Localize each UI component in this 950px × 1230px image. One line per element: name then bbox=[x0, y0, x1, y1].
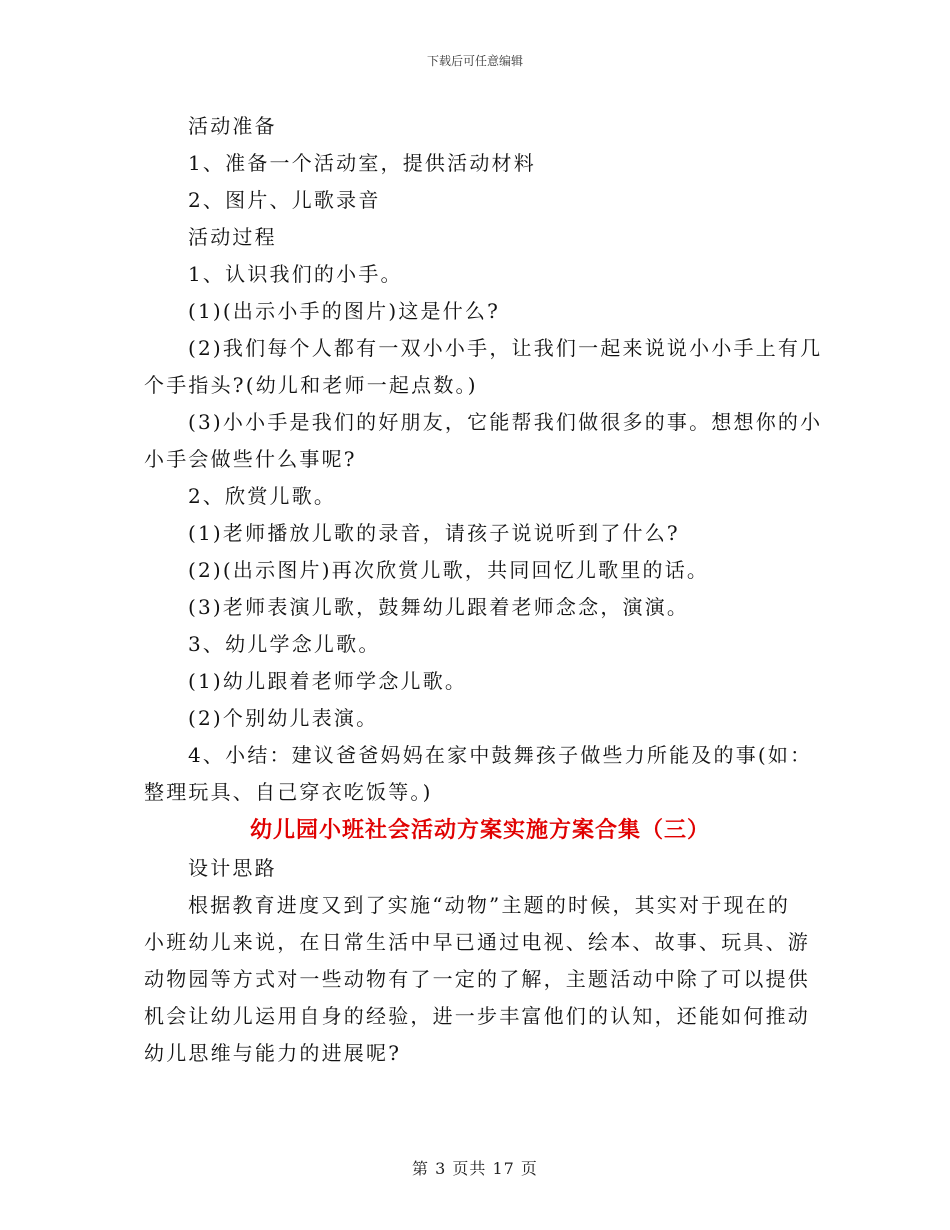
paragraph-line: (1)(出示小手的图片)这是什么? bbox=[188, 299, 501, 323]
paragraph-line: (2)(出示图片)再次欣赏儿歌，共同回忆儿歌里的话。 bbox=[188, 558, 710, 582]
page-header: 下载后可任意编辑 bbox=[426, 54, 523, 68]
page-footer: 第 3 页共 17 页 bbox=[412, 1159, 538, 1178]
paragraph-line: 根据教育进度又到了实施“动物”主题的时候，其实对于现在的 bbox=[188, 893, 791, 917]
paragraph-line: 4、小结：建议爸爸妈妈在家中鼓舞孩子做些力所能及的事(如： bbox=[188, 743, 813, 767]
paragraph-line: 小班幼儿来说，在日常生活中早已通过电视、绘本、故事、玩具、游 bbox=[144, 930, 810, 954]
heading-design-idea: 设计思路 bbox=[188, 856, 277, 880]
paragraph-line: (3)老师表演儿歌，鼓舞幼儿跟着老师念念，演演。 bbox=[188, 595, 690, 619]
paragraph-line: 2、欣赏儿歌。 bbox=[188, 484, 337, 508]
paragraph-line: 1、准备一个活动室，提供活动材料 bbox=[188, 151, 536, 175]
paragraph-line: 个手指头?(幼儿和老师一起点数。) bbox=[144, 373, 478, 397]
paragraph-line: 幼儿思维与能力的进展呢? bbox=[144, 1041, 402, 1065]
paragraph-line: 2、图片、儿歌录音 bbox=[188, 188, 381, 212]
paragraph-line: (1)幼儿跟着老师学念儿歌。 bbox=[188, 669, 468, 693]
heading-activity-process: 活动过程 bbox=[188, 225, 277, 249]
paragraph-line: 机会让幼儿运用自身的经验，进一步丰富他们的认知，还能如何推动 bbox=[144, 1004, 810, 1028]
paragraph-line: 动物园等方式对一些动物有了一定的了解，主题活动中除了可以提供 bbox=[144, 967, 810, 991]
document-body bbox=[144, 108, 823, 1072]
paragraph-line: 3、幼儿学念儿歌。 bbox=[188, 632, 381, 656]
paragraph-line: (2)我们每个人都有一双小小手，让我们一起来说说小小手上有几 bbox=[188, 336, 823, 360]
paragraph-line: 1、认识我们的小手。 bbox=[188, 262, 403, 286]
section-title: 幼儿园小班社会活动方案实施方案合集（三） bbox=[249, 817, 710, 843]
paragraph-line: 整理玩具、自己穿衣吃饭等。) bbox=[144, 780, 433, 804]
paragraph-line: (2)个别幼儿表演。 bbox=[188, 706, 379, 730]
paragraph-line: (3)小小手是我们的好朋友，它能帮我们做很多的事。想想你的小 bbox=[188, 410, 823, 434]
heading-activity-prep: 活动准备 bbox=[188, 114, 277, 138]
paragraph-line: (1)老师播放儿歌的录音，请孩子说说听到了什么? bbox=[188, 521, 680, 545]
paragraph-line: 小手会做些什么事呢? bbox=[144, 447, 357, 471]
